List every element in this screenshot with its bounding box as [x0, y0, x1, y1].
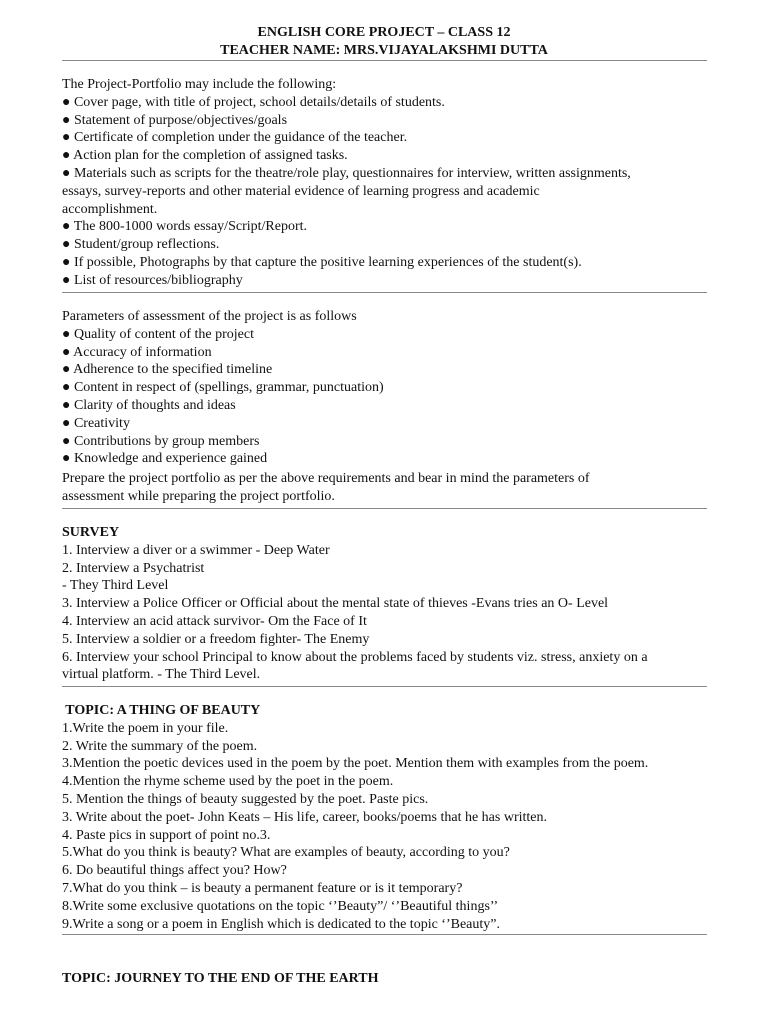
- list-item: ● Quality of content of the project: [62, 326, 254, 342]
- list-item: ● Certificate of completion under the guidance of the teacher.: [62, 130, 408, 146]
- document-title: ENGLISH CORE PROJECT – CLASS 12: [257, 25, 511, 40]
- list-item: 2. Write the summary of the poem.: [62, 738, 258, 754]
- list-item: ● Statement of purpose/objectives/goals: [62, 112, 288, 128]
- list-item: 2. Interview a Psychatrist: [62, 560, 205, 576]
- list-item: 7.What do you think – is beauty a permanent feature or is it temporary?: [62, 880, 463, 896]
- list-item: 1. Interview a diver or a swimmer - Deep Water: [62, 542, 330, 558]
- survey-section: [62, 524, 707, 684]
- beauty-heading: TOPIC: A THING OF BEAUTY: [62, 703, 261, 718]
- portfolio-intro: The Project-Portfolio may include the following:: [62, 77, 337, 92]
- divider: [62, 292, 707, 293]
- list-item: - They Third Level: [62, 578, 169, 594]
- list-item: 5.What do you think is beauty? What are examples of beauty, according to you?: [62, 845, 510, 861]
- list-item: 5. Interview a soldier or a freedom fighter- The Enemy: [62, 631, 370, 647]
- list-item: 5. Mention the things of beauty suggested by the poet. Paste pics.: [62, 791, 429, 807]
- list-item: ● Action plan for the completion of assigned tasks.: [62, 148, 348, 164]
- list-item: 4. Paste pics in support of point no.3.: [62, 827, 271, 843]
- list-item: ● Materials such as scripts for the theatre/role play, questionnaires for interview, written assignments,: [62, 165, 631, 181]
- divider: [62, 508, 707, 509]
- list-item: 6. Interview your school Principal to know about the problems faced by students viz. stress, anxiety on a: [62, 649, 648, 665]
- list-item: accomplishment.: [62, 201, 158, 217]
- portfolio-section: [62, 76, 707, 290]
- list-item: 6. Do beautiful things affect you? How?: [62, 863, 287, 879]
- list-item: essays, survey-reports and other material evidence of learning progress and academic: [62, 183, 540, 199]
- list-item: ● List of resources/bibliography: [62, 272, 243, 288]
- list-item: 4. Interview an acid attack survivor- Om the Face of It: [62, 613, 367, 629]
- list-item: ● Contributions by group members: [62, 433, 260, 449]
- assessment-note: assessment while preparing the project portfolio.: [62, 488, 335, 504]
- assessment-intro: Parameters of assessment of the project is as follows: [62, 309, 357, 324]
- divider: [62, 686, 707, 687]
- list-item: 3. Write about the poet- John Keats – His life, career, books/poems that he has written.: [62, 809, 547, 825]
- list-item: 3.Mention the poetic devices used in the poem by the poet. Mention them with examples from the poem.: [62, 756, 649, 772]
- beauty-section: [62, 702, 707, 933]
- divider: [62, 60, 707, 61]
- list-item: ● Accuracy of information: [62, 344, 212, 360]
- list-item: ● Content in respect of (spellings, grammar, punctuation): [62, 380, 384, 396]
- list-item: ● Knowledge and experience gained: [62, 451, 268, 467]
- list-item: 1.Write the poem in your file.: [62, 720, 229, 736]
- list-item: virtual platform. - The Third Level.: [62, 667, 261, 683]
- divider: [62, 934, 707, 935]
- list-item: 4.Mention the rhyme scheme used by the poet in the poem.: [62, 774, 394, 790]
- assessment-section: [62, 308, 707, 506]
- list-item: ● Clarity of thoughts and ideas: [62, 397, 236, 413]
- list-item: ● Student/group reflections.: [62, 237, 220, 253]
- list-item: ● The 800-1000 words essay/Script/Report.: [62, 219, 307, 235]
- list-item: 8.Write some exclusive quotations on the topic ‘’Beauty”/ ‘’Beautiful things’’: [62, 898, 499, 914]
- assessment-note: Prepare the project portfolio as per the above requirements and bear in mind the parameters of: [62, 471, 590, 487]
- list-item: ● Cover page, with title of project, school details/details of students.: [62, 94, 445, 110]
- list-item: ● Adherence to the specified timeline: [62, 362, 273, 378]
- journey-section: [62, 970, 707, 988]
- teacher-name: TEACHER NAME: MRS.VIJAYALAKSHMI DUTTA: [220, 43, 548, 58]
- list-item: ● If possible, Photographs by that capture the positive learning experiences of the student(s).: [62, 254, 582, 270]
- journey-heading: TOPIC: JOURNEY TO THE END OF THE EARTH: [62, 971, 379, 986]
- list-item: 9.Write a song or a poem in English which is dedicated to the topic ‘’Beauty”.: [62, 916, 500, 932]
- list-item: ● Creativity: [62, 415, 130, 431]
- survey-heading: SURVEY: [62, 525, 120, 540]
- list-item: 3. Interview a Police Officer or Official about the mental state of thieves -Evans tries an O- Level: [62, 596, 609, 612]
